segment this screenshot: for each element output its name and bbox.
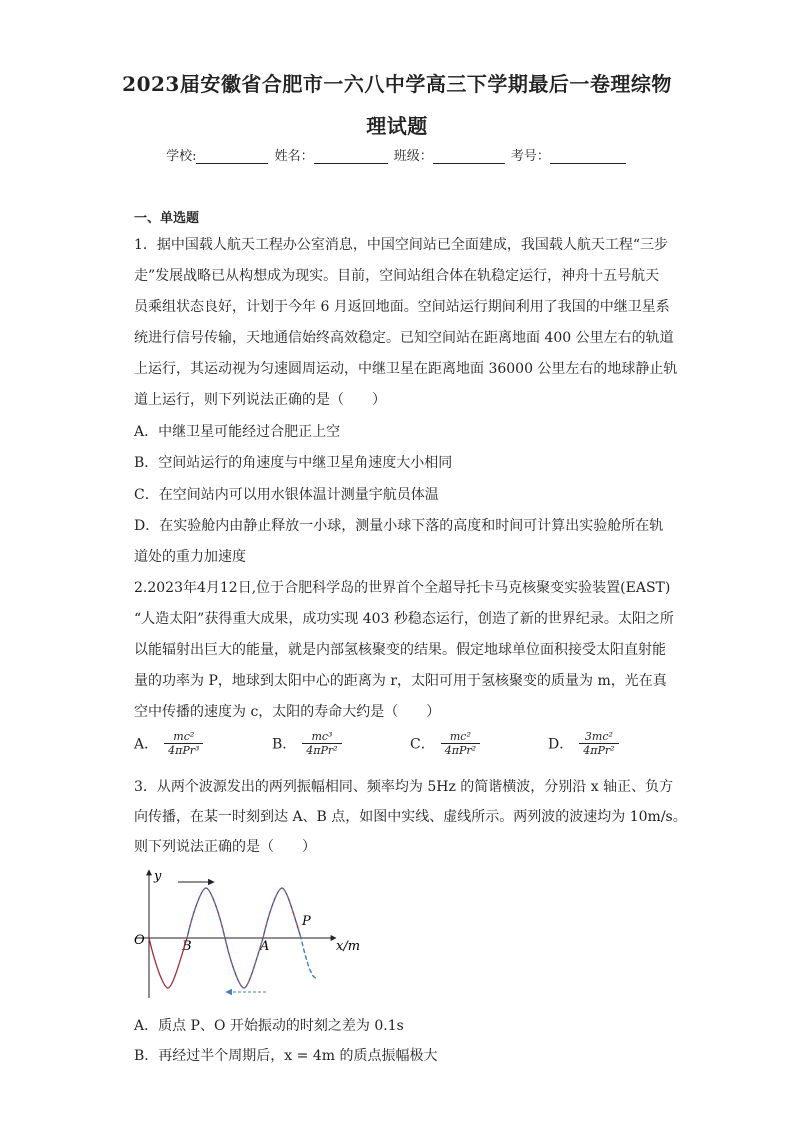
fraction-denominator: 4πPr² [583, 744, 615, 757]
q1-line: 1．据中国载人航天工程办公室消息，中国空间站已全面建成，我国载人航天工程“三步 [134, 237, 669, 253]
point-p-label: P [302, 914, 311, 929]
dashed-wave-tail [301, 938, 316, 978]
class-label: 班级： [393, 149, 433, 164]
y-axis-label: y [154, 869, 162, 884]
q1-line: 走”发展战略已从构想成为现实。目前，空间站组合体在轨稳定运行，神舟十五号航天 [134, 268, 660, 284]
q2-line: 2.2023年4月12日,位于合肥科学岛的世界首个全超导托卡马克核聚变实验装置(EAST) [134, 580, 671, 596]
q1-option-b: B．空间站运行的角速度与中继卫星角速度大小相同 [134, 455, 453, 471]
fraction-numerator: mc² [441, 730, 480, 744]
q1-option-a: A．中继卫星可能经过合肥正上空 [134, 424, 341, 440]
q1-line: 上运行，其运动视为匀速圆周运动，中继卫星在距离地面 36000 公里左右的地球静止轨 [134, 361, 678, 377]
q1-line: 员乘组状态良好，计划于今年 6 月返回地面。空间站运行期间利用了我国的中继卫星系 [134, 299, 670, 315]
q1-line: 道上运行，则下列说法正确的是（ ） [134, 392, 386, 408]
q1-option-d-cont: 道处的重力加速度 [134, 549, 246, 565]
school-blank[interactable] [196, 149, 268, 164]
q1-option-c: C．在空间站内可以用水银体温计测量宇航员体温 [134, 487, 439, 503]
wave-figure [126, 866, 366, 1006]
q2-option-b: B． $\frac{\text{mc³}}{\text{4πPr²}}$ [272, 730, 342, 757]
page-title-line-1: 2023届安徽省合肥市一六八中学高三下学期最后一卷理综物 [122, 72, 672, 96]
fraction-denominator: 4πPr³ [168, 744, 200, 757]
origin-label: O [134, 933, 145, 948]
q2-option-c: C． $\frac{\text{mc²}}{\text{4πPr²}}$ [410, 730, 480, 757]
q1-option-d: D．在实验舱内由静止释放一小球，测量小球下落的高度和时间可计算出实验舱所在轨 [134, 518, 664, 534]
x-axis-label: x/m [336, 939, 361, 954]
q3-option-a: A．质点 P、O 开始振动的时刻之差为 0.1s [134, 1018, 404, 1034]
q2-line: 空中传播的速度为 c，太阳的寿命大约是（ ） [134, 704, 441, 720]
q2-option-a: A． $\frac{\text{mc²}}{\text{4πPr³}}$ [134, 730, 203, 757]
page-title-line-2: 理试题 [366, 114, 428, 138]
q3-line: 向传播，在某一时刻到达 A、B 点，如图中实线、虚线所示。两列波的波速均为 10m/s。 [134, 809, 687, 825]
q1-line: 统进行信号传输，天地通信始终高效稳定。已知空间站在距离地面 400 公里左右的轨道 [134, 330, 674, 346]
school-label: 学校: [166, 149, 197, 164]
section-heading: 一、单选题 [134, 211, 200, 226]
name-label: 姓名： [274, 149, 314, 164]
fraction-denominator: 4πPr² [306, 744, 338, 757]
point-b-label: B [182, 939, 192, 954]
class-blank[interactable] [433, 149, 505, 164]
fraction-numerator: mc² [164, 730, 203, 744]
point-a-label: A [260, 939, 270, 954]
fraction-denominator: 4πPr² [444, 744, 477, 757]
q3-line: 则下列说法正确的是（ ） [134, 839, 316, 855]
exam-number-label: 考号： [510, 149, 550, 164]
q3-option-b: B．再经过半个周期后，x = 4m 的质点振幅极大 [134, 1048, 438, 1064]
q3-line: 3．从两个波源发出的两列振幅相同、频率均为 5Hz 的简谐横波，分别沿 x 轴正、负方 [134, 779, 674, 795]
name-blank[interactable] [314, 149, 388, 164]
q2-line: “人造太阳”获得重大成果，成功实现 403 秒稳态运行，创造了新的世界纪录。太阳之所 [134, 611, 674, 627]
q2-line: 量的功率为 P，地球到太阳中心的距离为 r，太阳可用于氢核聚变的质量为 m，光在真 [134, 673, 667, 689]
student-info-row [0, 145, 794, 164]
fraction-numerator: mc³ [302, 730, 341, 744]
q2-option-d: D． $\frac{\text{3mc²}}{\text{4πPr²}}$ [548, 730, 619, 757]
fraction-numerator: 3mc² [579, 730, 618, 744]
exam-number-blank[interactable] [550, 149, 626, 164]
q2-line: 以能辐射出巨大的能量，就是内部氢核聚变的结果。假定地球单位面积接受太阳直射能 [134, 642, 666, 658]
